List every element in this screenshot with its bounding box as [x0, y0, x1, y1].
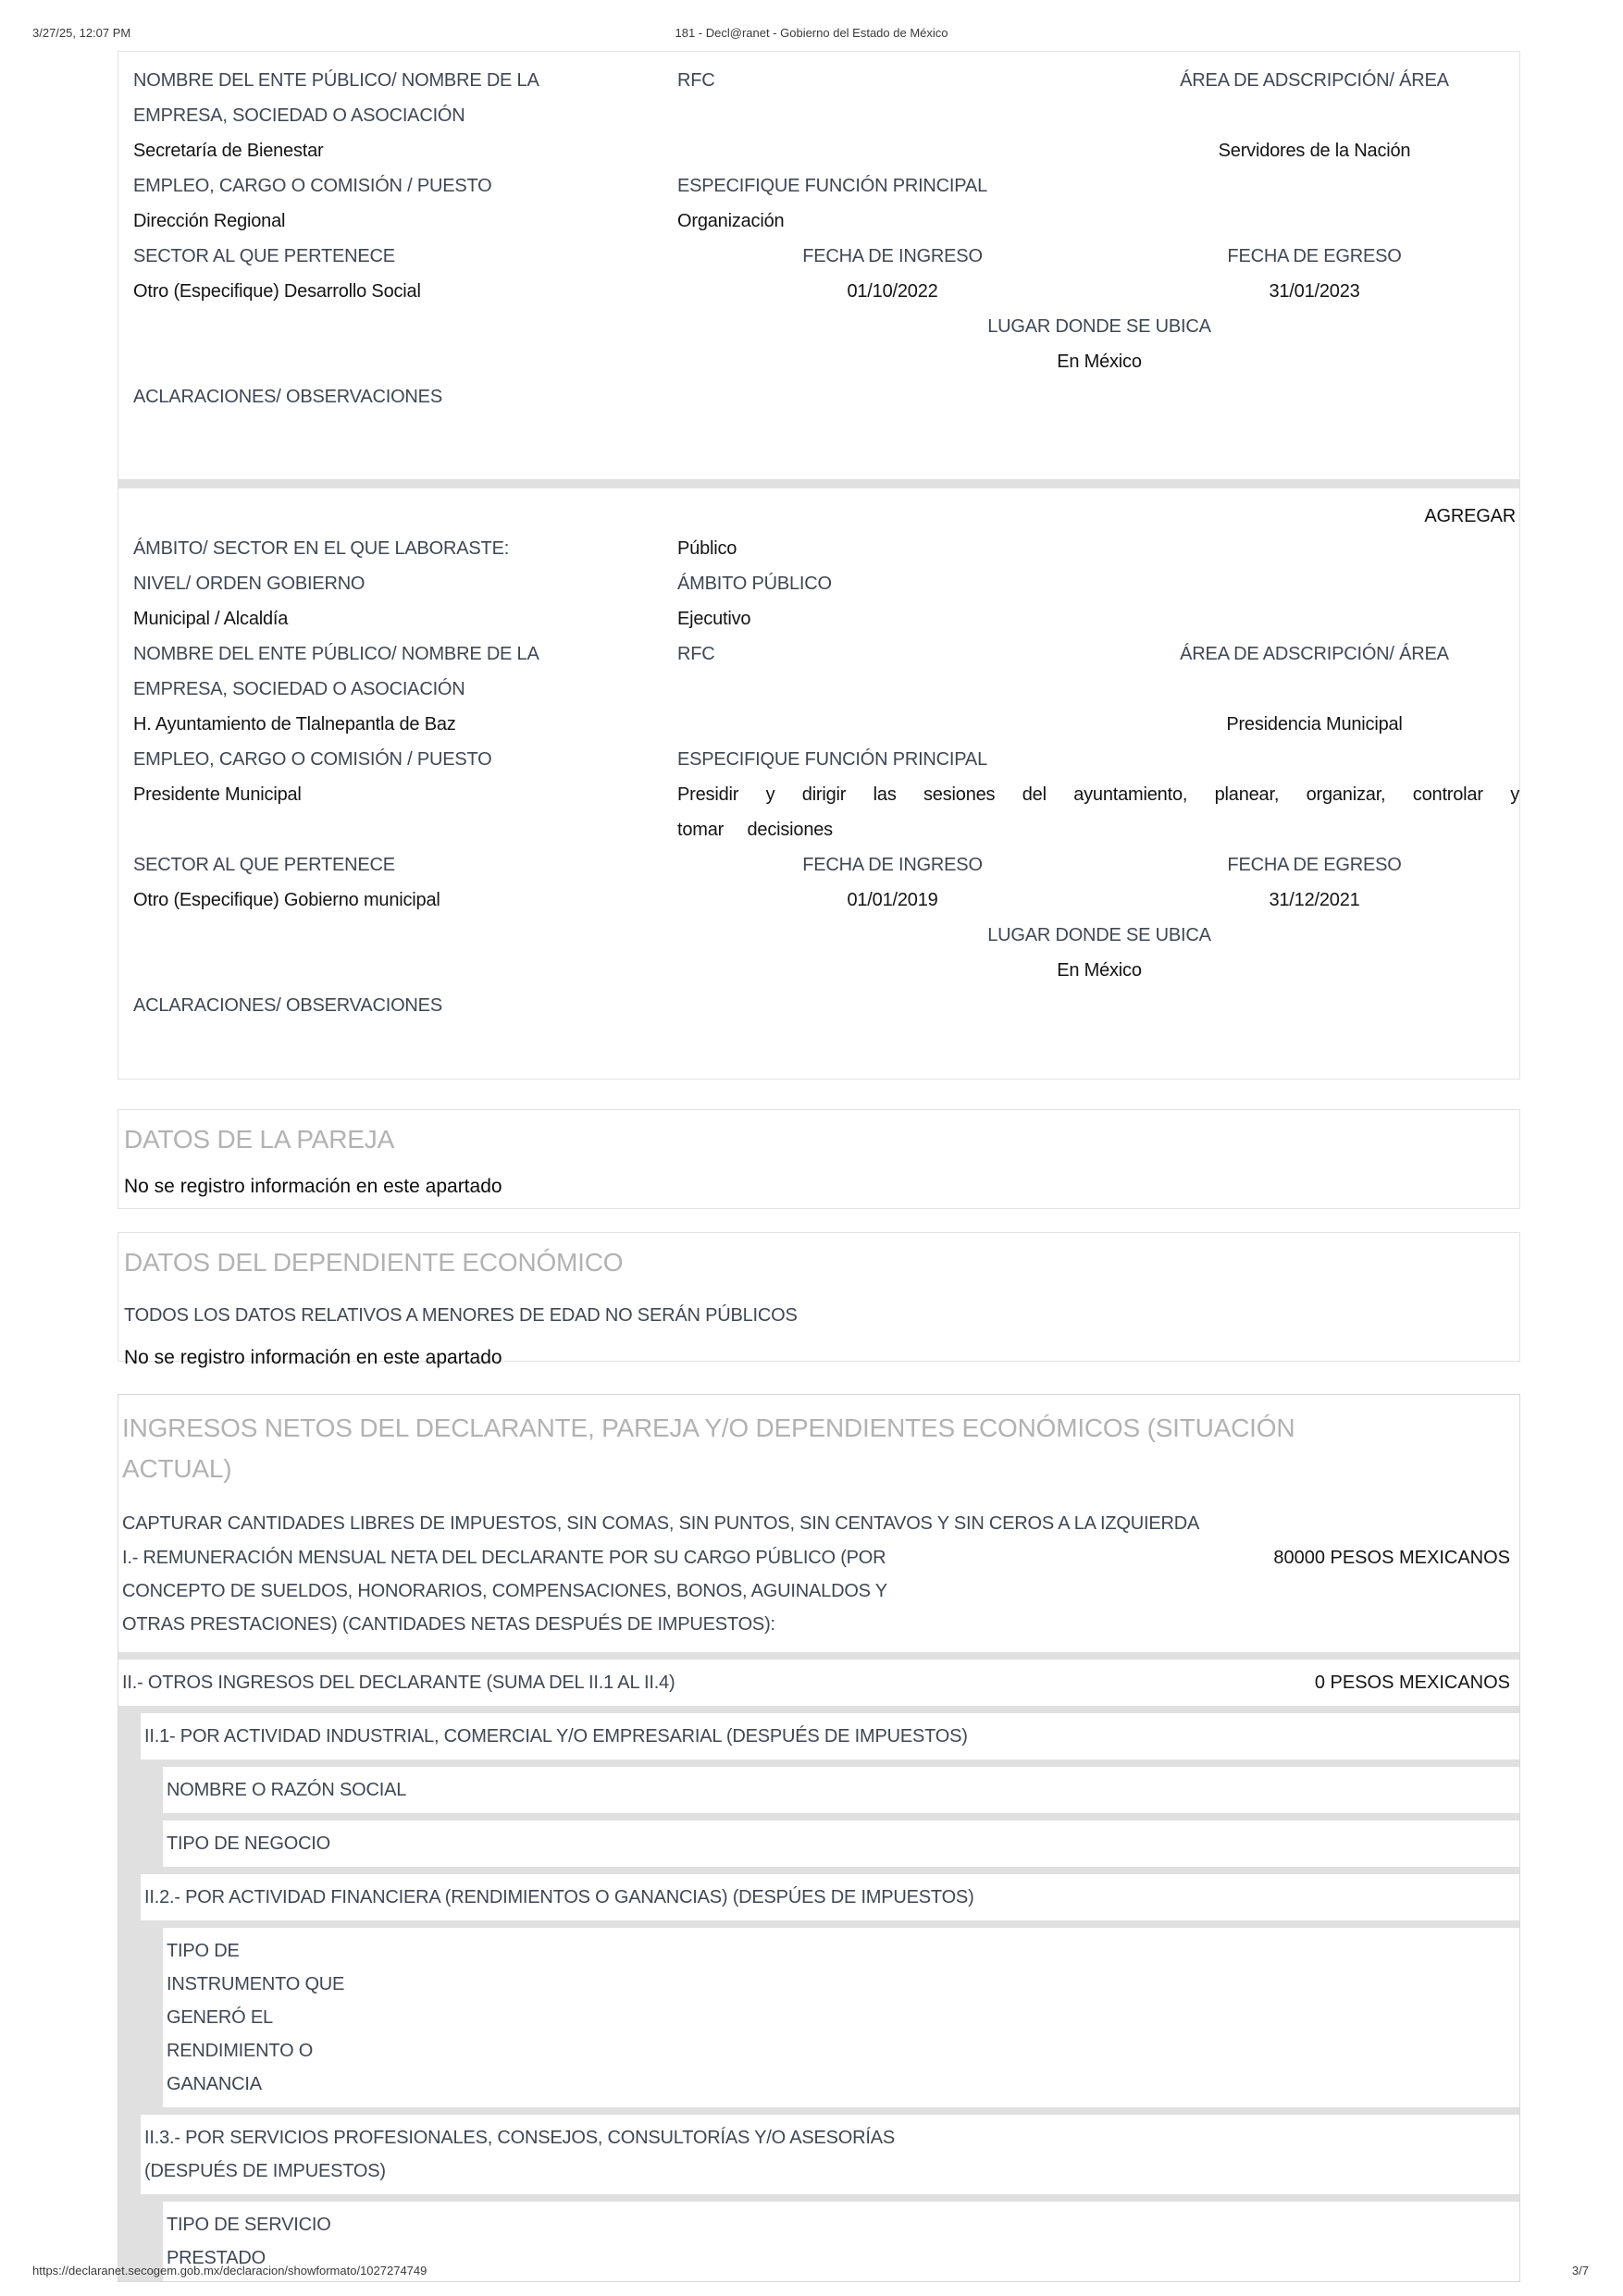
- entry2-row-values-nivel: [118, 601, 1519, 636]
- value-empleo-cargo: Dirección Regional: [133, 211, 286, 231]
- label-lugar-ubica: LUGAR DONDE SE UBICA: [987, 316, 1211, 337]
- ingresos-row-tipo-instrumento: [163, 1928, 1519, 2107]
- label-fecha-egreso: FECHA DE EGRESO: [1227, 855, 1402, 875]
- value-rfc-empty: [677, 133, 1108, 168]
- entry1-row-labels-ente: [118, 63, 1519, 133]
- print-footer: [32, 2264, 1589, 2277]
- document-content: [118, 51, 1520, 2282]
- entry2-row-ambito: [118, 531, 1519, 566]
- print-page-title: 181 - Decl@ranet - Gobierno del Estado de México: [675, 26, 948, 40]
- value-sector-pertenece: Otro (Especifique) Desarrollo Social: [133, 281, 421, 302]
- ingresos-row-ii2: [141, 1874, 1519, 1920]
- label-rfc: RFC: [677, 70, 715, 91]
- label-fecha-ingreso: FECHA DE INGRESO: [802, 246, 983, 266]
- label-remuneracion-mensual: I.- REMUNERACIÓN MENSUAL NETA DEL DECLARANTE POR SU CARGO PÚBLICO (POR CONCEPTO DE SUELDOS, HONORARIOS, COMPENSACIONES, BONOS, AGUINALDOS Y OTRAS PRESTACIONES) (CANTIDADES NETAS DESPUÉS DE IMPUESTOS):: [122, 1548, 887, 1635]
- value-ambito-publico: Ejecutivo: [677, 609, 751, 629]
- entry1-observaciones-empty-area: [118, 414, 1519, 479]
- label-empleo-cargo: EMPLEO, CARGO O COMISIÓN / PUESTO: [133, 176, 492, 196]
- value-sector-pertenece: Otro (Especifique) Gobierno municipal: [133, 890, 440, 910]
- entry2-row-labels-nivel: [118, 566, 1519, 601]
- ingresos-row-ii3: [141, 2115, 1519, 2194]
- print-datetime: 3/27/25, 12:07 PM: [32, 26, 131, 40]
- ingresos-header-block: [118, 1395, 1519, 1652]
- label-fecha-egreso: FECHA DE EGRESO: [1227, 246, 1402, 266]
- ingresos-row-tipo-negocio: [163, 1821, 1519, 1867]
- label-aclaraciones: ACLARACIONES/ OBSERVACIONES: [133, 995, 442, 1016]
- value-funcion-principal: Presidir y dirigir las sesiones del ayuntamiento, planear, organizar, controlar y tomar decisiones: [677, 784, 1519, 840]
- value-fecha-ingreso: 01/10/2022: [847, 281, 938, 302]
- section-body-dependiente: No se registro información en este apartado: [124, 1347, 502, 1368]
- value-fecha-ingreso: 01/01/2019: [847, 890, 938, 910]
- label-sector-pertenece: SECTOR AL QUE PERTENECE: [133, 855, 395, 875]
- entry1-row-aclaraciones: [118, 379, 1519, 414]
- ingresos-row-razon-social: [163, 1767, 1519, 1813]
- label-nivel-orden: NIVEL/ ORDEN GOBIERNO: [133, 574, 365, 594]
- entry2-row-values-empleo: [118, 777, 1519, 847]
- section-caption-dependiente: TODOS LOS DATOS RELATIVOS A MENORES DE EDAD NO SERÁN PÚBLICOS: [124, 1305, 798, 1326]
- section-ingresos-netos: [118, 1394, 1520, 2282]
- entry1-row-label-lugar: [118, 309, 1519, 344]
- entry1-row-values-ente: [118, 133, 1519, 168]
- label-empleo-cargo: EMPLEO, CARGO O COMISIÓN / PUESTO: [133, 749, 492, 770]
- agregar-row: [118, 500, 1519, 531]
- section-datos-pareja: [118, 1109, 1520, 1209]
- label-nombre-ente: NOMBRE DEL ENTE PÚBLICO/ NOMBRE DE LA EMPRESA, SOCIEDAD O ASOCIACIÓN: [133, 70, 539, 126]
- value-fecha-egreso: 31/12/2021: [1269, 890, 1360, 910]
- ingresos-row-ii1: [141, 1713, 1519, 1759]
- entry2-row-values-ente: [118, 707, 1519, 742]
- employment-entry-2: [118, 488, 1520, 1080]
- label-area-adscripcion: ÁREA DE ADSCRIPCIÓN/ ÁREA: [1180, 644, 1449, 664]
- value-nivel-orden: Municipal / Alcaldía: [133, 609, 289, 629]
- label-sector-pertenece: SECTOR AL QUE PERTENECE: [133, 246, 395, 266]
- label-tipo-instrumento: TIPO DE INSTRUMENTO QUE GENERÓ EL RENDIMIENTO O GANANCIA: [167, 1941, 345, 2094]
- value-area-adscripcion: Servidores de la Nación: [1218, 141, 1411, 161]
- footer-page-number: 3/7: [1571, 2264, 1589, 2277]
- label-area-adscripcion: ÁREA DE ADSCRIPCIÓN/ ÁREA: [1180, 70, 1449, 91]
- label-actividad-financiera: II.2.- POR ACTIVIDAD FINANCIERA (RENDIMIENTOS O GANANCIAS) (DESPÚES DE IMPUESTOS): [144, 1887, 974, 1907]
- value-rfc-empty: [677, 707, 1108, 742]
- value-remuneracion-mensual: 80000 PESOS MEXICANOS: [1273, 1548, 1510, 1568]
- section-title-dependiente: DATOS DEL DEPENDIENTE ECONÓMICO: [124, 1248, 624, 1277]
- entry2-row-label-lugar: [118, 918, 1519, 953]
- entry1-row-labels-empleo: [118, 168, 1519, 204]
- section-body-pareja: No se registro información en este apartado: [124, 1176, 502, 1197]
- entry1-row-labels-sector: [118, 239, 1519, 274]
- entry1-row-values-empleo: [118, 204, 1519, 239]
- agregar-button[interactable]: AGREGAR: [1424, 506, 1516, 526]
- value-lugar-ubica: En México: [1057, 960, 1142, 981]
- footer-url: https://declaranet.secogem.gob.mx/declaracion/showformato/1027274749: [32, 2264, 427, 2277]
- label-ambito-publico: ÁMBITO PÚBLICO: [677, 574, 832, 594]
- entry1-row-values-sector: [118, 274, 1519, 309]
- entry2-row-labels-empleo: [118, 742, 1519, 777]
- entry2-observaciones-empty-area: [118, 1023, 1519, 1079]
- label-servicios-profesionales: II.3.- POR SERVICIOS PROFESIONALES, CONSEJOS, CONSULTORÍAS Y/O ASESORÍAS (DESPUÉS DE IMPUESTOS): [144, 2128, 896, 2181]
- value-otros-ingresos: 0 PESOS MEXICANOS: [1314, 1673, 1510, 1693]
- label-funcion-principal: ESPECIFIQUE FUNCIÓN PRINCIPAL: [677, 176, 987, 196]
- label-rfc: RFC: [677, 644, 715, 664]
- ingresos-row-i: [122, 1541, 1510, 1641]
- entry2-row-aclaraciones: [118, 988, 1519, 1023]
- label-razon-social: NOMBRE O RAZÓN SOCIAL: [167, 1780, 407, 1800]
- entry2-row-values-sector: [118, 883, 1519, 918]
- label-aclaraciones: ACLARACIONES/ OBSERVACIONES: [133, 387, 442, 407]
- value-nombre-ente: Secretaría de Bienestar: [133, 141, 324, 161]
- section-datos-dependiente: [118, 1232, 1520, 1368]
- print-header: [32, 26, 1591, 43]
- employment-entry-1: [118, 51, 1520, 480]
- label-funcion-principal: ESPECIFIQUE FUNCIÓN PRINCIPAL: [677, 749, 987, 770]
- ingresos-capture-instructions: CAPTURAR CANTIDADES LIBRES DE IMPUESTOS, SIN COMAS, SIN PUNTOS, SIN CENTAVOS Y SIN CEROS A LA IZQUIERDA: [122, 1513, 1200, 1534]
- section-title-ingresos: INGRESOS NETOS DEL DECLARANTE, PAREJA Y/O DEPENDIENTES ECONÓMICOS (SITUACIÓN ACTUAL): [122, 1413, 1295, 1483]
- value-ambito-sector: Público: [677, 538, 737, 559]
- entry-divider-strip: [118, 480, 1520, 488]
- label-fecha-ingreso: FECHA DE INGRESO: [802, 855, 983, 875]
- value-area-adscripcion: Presidencia Municipal: [1226, 714, 1403, 734]
- value-fecha-egreso: 31/01/2023: [1269, 281, 1360, 302]
- section-title-pareja: DATOS DE LA PAREJA: [124, 1125, 395, 1154]
- label-tipo-servicio: TIPO DE SERVICIO PRESTADO: [167, 2215, 331, 2268]
- label-lugar-ubica: LUGAR DONDE SE UBICA: [987, 925, 1211, 945]
- value-empleo-cargo: Presidente Municipal: [133, 784, 302, 805]
- entry1-row-value-lugar: [118, 344, 1519, 379]
- label-nombre-ente: NOMBRE DEL ENTE PÚBLICO/ NOMBRE DE LA EMPRESA, SOCIEDAD O ASOCIACIÓN: [133, 644, 539, 699]
- value-nombre-ente: H. Ayuntamiento de Tlalnepantla de Baz: [133, 714, 456, 734]
- entry2-row-labels-sector: [118, 847, 1519, 883]
- entry2-row-value-lugar: [118, 953, 1519, 988]
- ingresos-row-ii: [118, 1660, 1519, 1706]
- label-ambito-sector: ÁMBITO/ SECTOR EN EL QUE LABORASTE:: [133, 538, 510, 559]
- label-otros-ingresos: II.- OTROS INGRESOS DEL DECLARANTE (SUMA DEL II.1 AL II.4): [122, 1673, 675, 1693]
- entry2-row-labels-ente: [118, 636, 1519, 707]
- value-funcion-principal: Organización: [677, 211, 785, 231]
- label-tipo-negocio: TIPO DE NEGOCIO: [167, 1833, 331, 1854]
- value-lugar-ubica: En México: [1057, 352, 1142, 372]
- label-actividad-industrial: II.1- POR ACTIVIDAD INDUSTRIAL, COMERCIAL Y/O EMPRESARIAL (DESPUÉS DE IMPUESTOS): [144, 1726, 968, 1747]
